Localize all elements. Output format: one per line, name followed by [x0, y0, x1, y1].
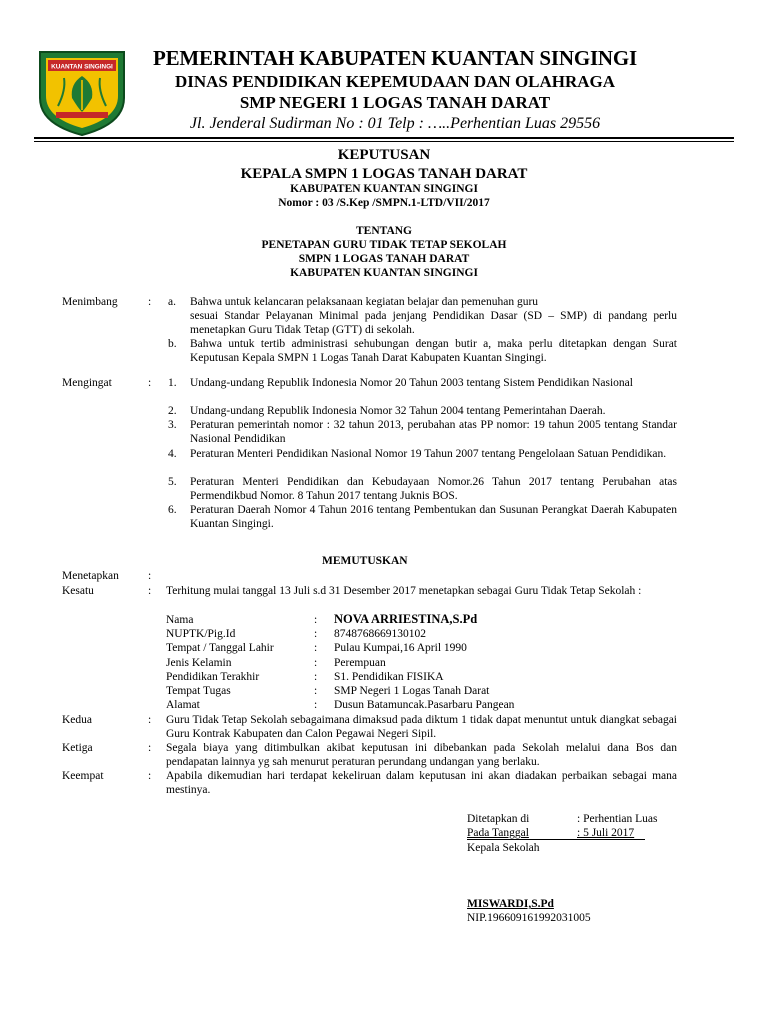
field-colon: : — [314, 614, 318, 626]
mengingat-item-number: 4. — [168, 448, 177, 460]
keempat-label: Keempat — [62, 770, 104, 782]
kedua-label: Kedua — [62, 714, 93, 726]
letterhead-rule-thin — [34, 141, 734, 142]
doc-title: KEPUTUSAN — [337, 147, 431, 163]
subject-line-3: KABUPATEN KUANTAN SINGINGI — [290, 267, 478, 279]
field-value: Dusun Batamuncak.Pasarbaru Pangean — [334, 699, 515, 711]
mengingat-item-text: Undang-undang Republik Indonesia Nomor 20 Tahun 2003 tentang Sistem Pendidikan Nasional — [190, 377, 633, 389]
letterhead-rule-thick — [34, 137, 734, 139]
kedua-colon: : — [148, 714, 152, 726]
field-label: Tempat Tugas — [166, 685, 231, 697]
tanggal-label: Pada Tanggal — [467, 827, 529, 839]
doc-number: Nomor : 03 /S.Kep /SMPN.1-LTD/VII/2017 — [278, 197, 490, 209]
field-label: Pendidikan Terakhir — [166, 671, 260, 683]
mengingat-item-text: Peraturan pemerintah nomor : 32 tahun 2013, perubahan atas PP nomor: 19 tahun 2005 tentang Standar Nasional Pendidikan — [190, 419, 677, 445]
ketiga-label: Ketiga — [62, 742, 93, 754]
tanggal-value: : 5 Juli 2017 — [577, 827, 635, 839]
school-name: SMP NEGERI 1 LOGAS TANAH DARAT — [239, 93, 551, 112]
date-underline — [467, 839, 645, 840]
doc-regency: KABUPATEN KUANTAN SINGINGI — [290, 183, 478, 195]
field-label: Tempat / Tanggal Lahir — [166, 642, 274, 654]
field-label: Jenis Kelamin — [166, 657, 232, 669]
doc-issuer: KEPALA SMPN 1 LOGAS TANAH DARAT — [240, 166, 528, 182]
menimbang-a-text: sesuai Standar Pelayanan Minimal pada jenjang Pendidikan Dasar (SD – SMP) di pandang perlu menetapkan Guru Tidak Tetap (GTT) di sekolah. — [190, 310, 677, 336]
field-colon: : — [314, 642, 318, 654]
ketiga-colon: : — [148, 742, 152, 754]
kesatu-label: Kesatu — [62, 585, 94, 597]
menetapkan-label: Menetapkan — [62, 570, 119, 582]
mengingat-item-number: 5. — [168, 476, 177, 488]
tentang-heading: TENTANG — [355, 225, 413, 237]
menimbang-a-marker: a. — [168, 296, 176, 308]
ditetapkan-label: Ditetapkan di — [467, 813, 530, 825]
mengingat-label: Mengingat — [62, 377, 112, 389]
signer-nip: NIP.196609161992031005 — [467, 912, 591, 924]
mengingat-item-number: 3. — [168, 419, 177, 431]
signer-name: MISWARDI,S.Pd — [467, 898, 554, 910]
teacher-name: NOVA ARRIESTINA,S.Pd — [334, 612, 478, 626]
field-value: Perempuan — [334, 657, 386, 669]
memutuskan-heading: MEMUTUSKAN — [322, 555, 408, 567]
field-value: 8748768669130102 — [334, 628, 426, 640]
mengingat-item-number: 1. — [168, 377, 177, 389]
menimbang-a-line1: Bahwa untuk kelancaran pelaksanaan kegiatan belajar dan pemenuhan guru — [190, 296, 539, 308]
keempat-colon: : — [148, 770, 152, 782]
mengingat-item-text: Peraturan Menteri Pendidikan Nasional Nomor 19 Tahun 2007 tentang Pengelolaan Satuan Pendidikan. — [190, 448, 667, 460]
school-address: Jl. Jenderal Sudirman No : 01 Telp : …..Perhentian Luas 29556 — [189, 115, 601, 132]
field-colon: : — [314, 628, 318, 640]
field-value: S1. Pendidikan FISIKA — [334, 671, 444, 683]
menetapkan-colon: : — [148, 570, 152, 582]
field-label: Alamat — [166, 699, 200, 711]
field-value: Pulau Kumpai,16 April 1990 — [334, 642, 467, 654]
mengingat-item-text: Peraturan Menteri Pendidikan dan Kebudayaan Nomor.26 Tahun 2017 tentang Perubahan atas Permendikbud Nomor. 8 Tahun 2017 tentang Juknis BOS. — [190, 476, 677, 502]
letterhead — [130, 48, 660, 132]
kedua-text: Guru Tidak Tetap Sekolah sebagaimana dimaksud pada diktum 1 tidak dapat menuntut untuk diangkat sebagai Guru Kontrak Kabupaten dan Calon Pegawai Negeri Sipil. — [166, 714, 677, 740]
field-label: NUPTK/Pig.Id — [166, 628, 236, 640]
ketiga-text: Segala biaya yang ditimbulkan akibat keputusan ini dibebankan pada Sekolah melalui dana Bos dan pendapatan lainnya yg sah menurut peraturan perundang undangan yang berlaku. — [166, 742, 677, 768]
mengingat-item-number: 2. — [168, 405, 177, 417]
department-name: DINAS PENDIDIKAN KEPEMUDAAN DAN OLAHRAGA — [174, 72, 616, 91]
mengingat-item-number: 6. — [168, 504, 177, 516]
menimbang-b-text: Bahwa untuk tertib administrasi sehubungan dengan butir a, maka perlu ditetapkan dengan Surat Keputusan Kepala SMPN 1 Logas Tanah Darat Kabupaten Kuantan Singingi. — [190, 338, 677, 364]
field-colon: : — [314, 699, 318, 711]
menimbang-b-marker: b. — [168, 338, 177, 350]
field-colon: : — [314, 657, 318, 669]
signer-position: Kepala Sekolah — [467, 842, 540, 854]
kesatu-colon: : — [148, 585, 152, 597]
kesatu-text: Terhitung mulai tanggal 13 Juli s.d 31 Desember 2017 menetapkan sebagai Guru Tidak Tetap Sekolah : — [166, 585, 642, 597]
field-label: Nama — [166, 614, 194, 626]
menimbang-label: Menimbang — [62, 296, 118, 308]
menimbang-colon: : — [148, 296, 152, 308]
subject-line-1: PENETAPAN GURU TIDAK TETAP SEKOLAH — [261, 239, 507, 251]
field-value: SMP Negeri 1 Logas Tanah Darat — [334, 685, 490, 697]
keempat-text: Apabila dikemudian hari terdapat kekeliruan dalam keputusan ini akan diadakan perbaikan sebagai mana mestinya. — [166, 770, 677, 796]
mengingat-item-text: Peraturan Daerah Nomor 4 Tahun 2016 tentang Pembentukan dan Susunan Perangkat Daerah Kabupaten Kuantan Singingi. — [190, 504, 677, 530]
mengingat-item-text: Undang-undang Republik Indonesia Nomor 32 Tahun 2004 tentang Pemerintahan Daerah. — [190, 405, 606, 417]
field-colon: : — [314, 671, 318, 683]
field-colon: : — [314, 685, 318, 697]
mengingat-colon: : — [148, 377, 152, 389]
subject-line-2: SMPN 1 LOGAS TANAH DARAT — [298, 253, 470, 265]
regency-emblem — [34, 46, 130, 138]
government-name: PEMERINTAH KABUPATEN KUANTAN SINGINGI — [153, 46, 637, 70]
emblem-lettering: KUANTAN SINGINGI — [51, 63, 113, 71]
ditetapkan-value: : Perhentian Luas — [577, 813, 658, 825]
